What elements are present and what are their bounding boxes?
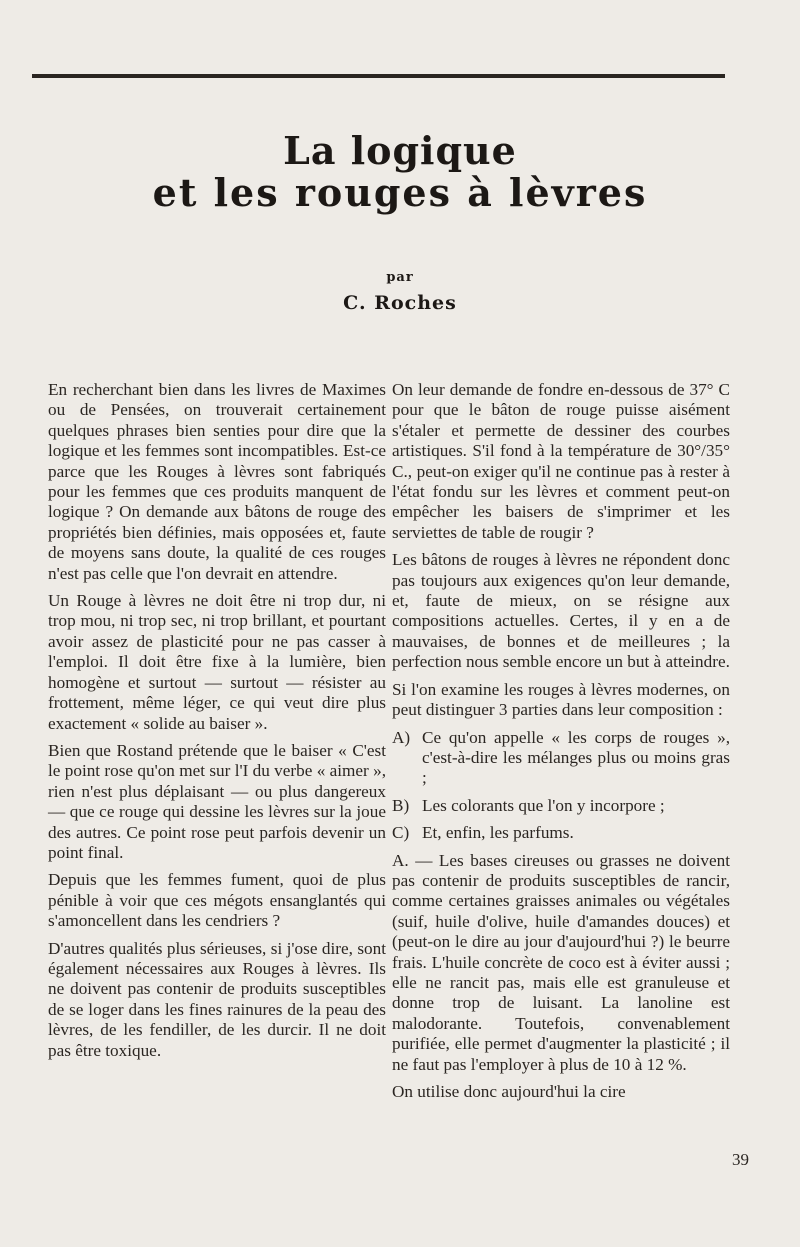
list-item [392, 823, 730, 843]
list-item-label: A) [392, 727, 411, 747]
paragraph: Les bâtons de rouges à lèvres ne répondent donc pas toujours aux exigences qu'on leur demande, et, faute de mieux, on se résigne aux compositions actuelles. Certes, il y en a de mauvaises, de bonnes et de meilleures ; la perfection nous semble encore un but à atteindre. [392, 550, 730, 672]
top-rule [32, 74, 725, 78]
right-column [392, 380, 730, 1109]
list-item-text: Ce qu'on appelle « les corps de rouges », c'est-à-dire les mélanges plus ou moins gras ; [422, 727, 730, 788]
paragraph: On leur demande de fondre en-dessous de 37° C pour que le bâton de rouge puisse aisément s'étaler et permette de dessiner des courbes artistiques. S'il fond à la température de 30°/35° C., peut-on exiger qu'il ne continue pas à rester à l'état fondu sur les lèvres et comment peut-on empêcher les baisers de s'imprimer et les serviettes de table de rougir ? [392, 380, 730, 542]
left-column [48, 380, 386, 1068]
paragraph: A. — Les bases cireuses ou grasses ne doivent pas contenir de produits susceptibles de rancir, comme certaines graisses animales ou végétales (suif, huile d'olive, huile d'amandes douces) et (peut-on le dire au jour d'aujourd'hui ?) le beurre frais. L'huile concrète de coco est à éviter aussi ; elle ne rancit pas, mais elle est granuleuse et donne trop de luisant. La lanoline est malodorante. Toutefois, convenablement purifiée, elle permet d'augmenter la plasticité ; il ne faut pas l'employer à plus de 10 à 12 %. [392, 850, 730, 1074]
paragraph: On utilise donc aujourd'hui la cire [392, 1082, 626, 1101]
paragraph: Un Rouge à lèvres ne doit être ni trop dur, ni trop mou, ni trop sec, ni trop brillant, et pourtant avoir assez de plasticité pour ne pas casser à l'emploi. Il doit être fixe à la lumière, bien homogène et surtout — surtout — résister au frottement, même léger, ce qui veut dire plus exactement « solide au baiser ». [48, 591, 386, 733]
paragraph: D'autres qualités plus sérieuses, si j'ose dire, sont également nécessaires aux Rouges à lèvres. Ils ne doivent pas contenir de produits susceptibles de se loger dans les fines rainures de la peau des lèvres, de les fendiller, de les durcir. Il ne doit pas être toxique. [48, 938, 386, 1060]
paragraph: Bien que Rostand prétende que le baiser « C'est le point rose qu'on met sur l'I du verbe « aimer », rien n'est plus déplaisant — ou plus dangereux — que ce rouge qui dessine les lèvres sur la joue des autres. Ce point rose peut parfois devenir un point final. [48, 740, 386, 862]
list-item-label: B) [392, 795, 410, 815]
byline-author: C. Roches [343, 292, 457, 314]
paragraph: En recherchant bien dans les livres de Maximes ou de Pensées, on trouverait certainement quelques phrases bien senties pour dire que la logique et les femmes sont incompatibles. Est-ce parce que les Rouges à lèvres sont fabriqués pour les femmes que ces produits manquent de logique ? On demande aux bâtons de rouge des propriétés bien définies, mais opposées et, faute de moyens sans doute, la qualité de ces rouges n'est pas celle que l'on devrait en attendre. [48, 380, 386, 583]
article-title-line-2: et les rouges à lèvres [152, 170, 648, 215]
article-title-line-1: La logique [283, 128, 517, 173]
page-number: 39 [732, 1150, 749, 1169]
list-item-label: C) [392, 823, 410, 843]
byline-by: par [386, 270, 414, 285]
list-item-text: Les colorants que l'on y incorpore ; [422, 795, 665, 815]
list-item-text: Et, enfin, les parfums. [422, 823, 574, 843]
list-item [392, 796, 730, 816]
paragraph: Si l'on examine les rouges à lèvres modernes, on peut distinguer 3 parties dans leur composition : [392, 679, 730, 720]
list-item [392, 728, 730, 789]
paragraph: Depuis que les femmes fument, quoi de plus pénible à voir que ces mégots ensanglantés qui s'amoncellent dans les cendriers ? [48, 870, 386, 931]
